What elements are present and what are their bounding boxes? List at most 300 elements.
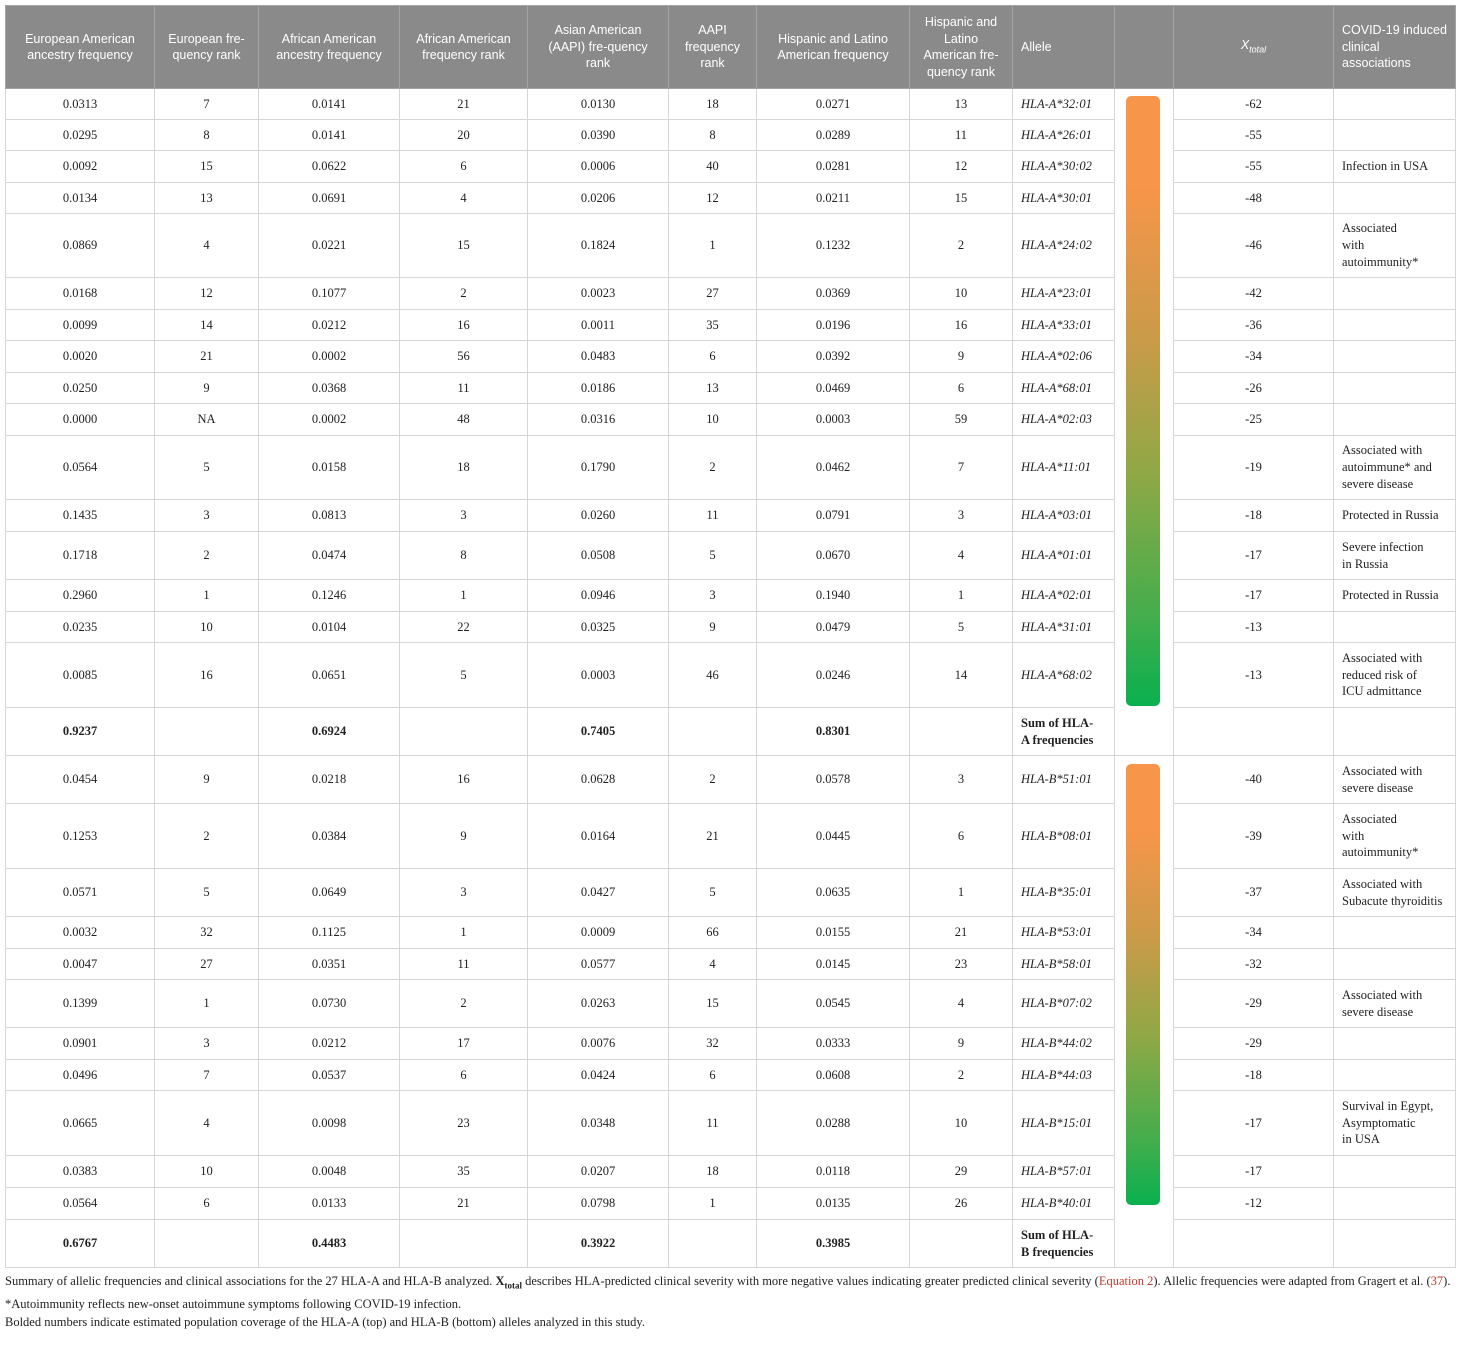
as-rank-cell: 6 <box>669 341 757 373</box>
allele-cell: HLA-B*15:01 <box>1013 1091 1115 1156</box>
assoc-cell: Associated with autoimmunity* <box>1334 804 1456 869</box>
eu-rank-cell: 13 <box>155 183 259 214</box>
xtotal-cell: -12 <box>1174 1188 1334 1220</box>
hi-freq-cell: 0.0271 <box>757 89 910 120</box>
eu-rank-cell: 3 <box>155 1028 259 1060</box>
sum-eu-cell: 0.9237 <box>6 708 155 756</box>
hi-rank-cell: 1 <box>910 869 1013 917</box>
eu-freq-cell: 0.0564 <box>6 436 155 500</box>
header-assoc: COVID-19 induced clinical associations <box>1334 6 1456 89</box>
eu-rank-cell: 1 <box>155 980 259 1028</box>
table-row <box>6 612 1456 643</box>
eu-rank-cell: 7 <box>155 89 259 120</box>
hi-rank-cell: 29 <box>910 1156 1013 1188</box>
xtotal-cell: -13 <box>1174 612 1334 643</box>
empty-cell <box>1174 1220 1334 1268</box>
allele-cell: HLA-A*11:01 <box>1013 436 1115 500</box>
hi-rank-cell: 9 <box>910 1028 1013 1060</box>
xtotal-cell: -29 <box>1174 980 1334 1028</box>
eu-rank-cell: 1 <box>155 580 259 612</box>
table-row <box>6 436 1456 500</box>
as-rank-cell: 13 <box>669 373 757 404</box>
xtotal-cell: -46 <box>1174 214 1334 278</box>
af-rank-cell: 56 <box>400 341 528 373</box>
hla-frequency-table <box>5 5 1456 1268</box>
as-freq-cell: 0.0006 <box>528 151 669 183</box>
as-freq-cell: 0.0628 <box>528 756 669 804</box>
xtotal-cell: -19 <box>1174 436 1334 500</box>
hi-rank-cell: 21 <box>910 917 1013 949</box>
hi-freq-cell: 0.0445 <box>757 804 910 869</box>
assoc-cell: Infection in USA <box>1334 151 1456 183</box>
af-freq-cell: 0.1077 <box>259 278 400 310</box>
assoc-cell <box>1334 949 1456 980</box>
assoc-cell: Protected in Russia <box>1334 580 1456 612</box>
allele-cell: HLA-A*68:01 <box>1013 373 1115 404</box>
eu-rank-cell: 16 <box>155 643 259 708</box>
sum-eu-cell: 0.6767 <box>6 1220 155 1268</box>
allele-cell: HLA-A*03:01 <box>1013 500 1115 532</box>
hi-rank-cell: 3 <box>910 756 1013 804</box>
table-row <box>6 1028 1456 1060</box>
hi-rank-cell: 5 <box>910 612 1013 643</box>
table-row <box>6 1188 1456 1220</box>
assoc-cell <box>1334 1028 1456 1060</box>
header-as-freq: Asian American (AAPI) fre-quency rank <box>528 6 669 89</box>
eu-freq-cell: 0.0454 <box>6 756 155 804</box>
allele-cell: HLA-A*26:01 <box>1013 120 1115 151</box>
assoc-cell: Severe infection in Russia <box>1334 532 1456 580</box>
xtotal-cell: -40 <box>1174 756 1334 804</box>
empty-cell <box>1174 708 1334 756</box>
table-row <box>6 756 1456 804</box>
as-rank-cell: 46 <box>669 643 757 708</box>
footnote-1: Summary of allelic frequencies and clinical associations for the 27 HLA-A and HLA-B analyzed. $X_{total}$ describes HLA-predicted clinical severity with more negative values indicating greater predicted clinical severity (Equation 2). Allelic frequencies were adapted from Gragert et al. (37). <box>5 1274 1451 1291</box>
table-row <box>6 869 1456 917</box>
hi-freq-cell: 0.0479 <box>757 612 910 643</box>
as-rank-cell: 8 <box>669 120 757 151</box>
xtotal-cell: -34 <box>1174 341 1334 373</box>
sum-as-cell: 0.3922 <box>528 1220 669 1268</box>
table-row <box>6 310 1456 341</box>
table-wrapper <box>5 5 1455 1268</box>
header-af-rank: African American frequency rank <box>400 6 528 89</box>
as-freq-cell: 0.0023 <box>528 278 669 310</box>
af-freq-cell: 0.0002 <box>259 341 400 373</box>
af-freq-cell: 0.1125 <box>259 917 400 949</box>
eu-freq-cell: 0.0032 <box>6 917 155 949</box>
hi-freq-cell: 0.0003 <box>757 404 910 436</box>
hla-a-body <box>6 89 1456 756</box>
as-freq-cell: 0.0390 <box>528 120 669 151</box>
xtotal-cell: -36 <box>1174 310 1334 341</box>
as-freq-cell: 0.0263 <box>528 980 669 1028</box>
severity-gradient-cell <box>1115 756 1174 1268</box>
header-eu-freq: European American ancestry frequency <box>6 6 155 89</box>
header-xtotal <box>1174 6 1334 89</box>
xtotal-cell: -39 <box>1174 804 1334 869</box>
table-row <box>6 500 1456 532</box>
af-freq-cell: 0.1246 <box>259 580 400 612</box>
as-rank-cell: 5 <box>669 869 757 917</box>
af-rank-cell: 9 <box>400 804 528 869</box>
hi-rank-cell: 6 <box>910 373 1013 404</box>
af-freq-cell: 0.0133 <box>259 1188 400 1220</box>
eu-rank-cell: 3 <box>155 500 259 532</box>
as-rank-cell: 32 <box>669 1028 757 1060</box>
header-as-rank: AAPI frequency rank <box>669 6 757 89</box>
table-row <box>6 214 1456 278</box>
af-rank-cell: 2 <box>400 980 528 1028</box>
hi-freq-cell: 0.0155 <box>757 917 910 949</box>
af-freq-cell: 0.0351 <box>259 949 400 980</box>
header-eu-rank: European fre-quency rank <box>155 6 259 89</box>
af-freq-cell: 0.0537 <box>259 1060 400 1091</box>
af-rank-cell: 8 <box>400 532 528 580</box>
eu-freq-cell: 0.0571 <box>6 869 155 917</box>
as-freq-cell: 0.0186 <box>528 373 669 404</box>
as-rank-cell: 2 <box>669 756 757 804</box>
eu-rank-cell: 5 <box>155 869 259 917</box>
hi-rank-cell: 11 <box>910 120 1013 151</box>
af-rank-cell: 6 <box>400 1060 528 1091</box>
as-rank-cell: 10 <box>669 404 757 436</box>
allele-cell: HLA-A*24:02 <box>1013 214 1115 278</box>
eu-freq-cell: 0.1718 <box>6 532 155 580</box>
table-row <box>6 643 1456 708</box>
eu-rank-cell: 7 <box>155 1060 259 1091</box>
as-rank-cell: 4 <box>669 949 757 980</box>
table-row <box>6 1060 1456 1091</box>
table-header <box>6 6 1456 89</box>
xtotal-cell: -13 <box>1174 643 1334 708</box>
empty-cell <box>400 1220 528 1268</box>
allele-cell: HLA-B*40:01 <box>1013 1188 1115 1220</box>
af-freq-cell: 0.0384 <box>259 804 400 869</box>
as-freq-cell: 0.0348 <box>528 1091 669 1156</box>
hi-rank-cell: 7 <box>910 436 1013 500</box>
af-freq-cell: 0.0212 <box>259 310 400 341</box>
eu-freq-cell: 0.0496 <box>6 1060 155 1091</box>
assoc-cell <box>1334 183 1456 214</box>
as-rank-cell: 5 <box>669 532 757 580</box>
af-rank-cell: 20 <box>400 120 528 151</box>
eu-freq-cell: 0.0901 <box>6 1028 155 1060</box>
hi-freq-cell: 0.0246 <box>757 643 910 708</box>
allele-cell: HLA-B*57:01 <box>1013 1156 1115 1188</box>
hi-rank-cell: 16 <box>910 310 1013 341</box>
af-freq-cell: 0.0730 <box>259 980 400 1028</box>
hi-rank-cell: 59 <box>910 404 1013 436</box>
as-rank-cell: 27 <box>669 278 757 310</box>
hi-rank-cell: 2 <box>910 1060 1013 1091</box>
as-rank-cell: 6 <box>669 1060 757 1091</box>
hi-rank-cell: 4 <box>910 532 1013 580</box>
table-row <box>6 120 1456 151</box>
eu-rank-cell: 8 <box>155 120 259 151</box>
hi-rank-cell: 14 <box>910 643 1013 708</box>
as-rank-cell: 18 <box>669 89 757 120</box>
eu-freq-cell: 0.0000 <box>6 404 155 436</box>
hi-freq-cell: 0.0469 <box>757 373 910 404</box>
xtotal-cell: -42 <box>1174 278 1334 310</box>
as-rank-cell: 2 <box>669 436 757 500</box>
header-allele: Allele <box>1013 6 1115 89</box>
assoc-cell: Associated with severe disease <box>1334 980 1456 1028</box>
af-freq-cell: 0.0474 <box>259 532 400 580</box>
empty-cell <box>155 1220 259 1268</box>
as-freq-cell: 0.0164 <box>528 804 669 869</box>
xtotal-cell: -17 <box>1174 1091 1334 1156</box>
eu-rank-cell: 4 <box>155 214 259 278</box>
hi-rank-cell: 23 <box>910 949 1013 980</box>
empty-cell <box>1334 1220 1456 1268</box>
af-rank-cell: 23 <box>400 1091 528 1156</box>
table-row <box>6 89 1456 120</box>
af-freq-cell: 0.0212 <box>259 1028 400 1060</box>
eu-rank-cell: 2 <box>155 532 259 580</box>
sum-af-cell: 0.4483 <box>259 1220 400 1268</box>
allele-cell: HLA-B*08:01 <box>1013 804 1115 869</box>
assoc-cell: Associated with Subacute thyroiditis <box>1334 869 1456 917</box>
af-freq-cell: 0.0651 <box>259 643 400 708</box>
allele-cell: HLA-B*35:01 <box>1013 869 1115 917</box>
hi-rank-cell: 6 <box>910 804 1013 869</box>
as-rank-cell: 11 <box>669 1091 757 1156</box>
allele-cell: HLA-A*23:01 <box>1013 278 1115 310</box>
eu-freq-cell: 0.0020 <box>6 341 155 373</box>
assoc-cell: Protected in Russia <box>1334 500 1456 532</box>
footnote-3: Bolded numbers indicate estimated population coverage of the HLA-A (top) and HLA-B (bottom) alleles analyzed in this study. <box>5 1314 645 1329</box>
eu-rank-cell: 21 <box>155 341 259 373</box>
as-freq-cell: 0.1790 <box>528 436 669 500</box>
empty-cell <box>669 1220 757 1268</box>
hi-rank-cell: 15 <box>910 183 1013 214</box>
allele-cell: HLA-A*30:01 <box>1013 183 1115 214</box>
as-freq-cell: 0.0798 <box>528 1188 669 1220</box>
table-row <box>6 917 1456 949</box>
hi-freq-cell: 0.0135 <box>757 1188 910 1220</box>
af-freq-cell: 0.0048 <box>259 1156 400 1188</box>
xtotal-cell: -25 <box>1174 404 1334 436</box>
eu-freq-cell: 0.0092 <box>6 151 155 183</box>
as-freq-cell: 0.0130 <box>528 89 669 120</box>
table-row <box>6 532 1456 580</box>
eu-freq-cell: 0.0295 <box>6 120 155 151</box>
reference-link[interactable]: 37 <box>1430 1274 1444 1288</box>
as-freq-cell: 0.0508 <box>528 532 669 580</box>
as-rank-cell: 3 <box>669 580 757 612</box>
af-freq-cell: 0.0098 <box>259 1091 400 1156</box>
hi-freq-cell: 0.0333 <box>757 1028 910 1060</box>
eu-freq-cell: 0.1435 <box>6 500 155 532</box>
af-rank-cell: 6 <box>400 151 528 183</box>
eu-freq-cell: 0.0313 <box>6 89 155 120</box>
eu-rank-cell: 4 <box>155 1091 259 1156</box>
xtotal-cell: -17 <box>1174 580 1334 612</box>
eu-rank-cell: 2 <box>155 804 259 869</box>
eu-freq-cell: 0.0168 <box>6 278 155 310</box>
af-rank-cell: 4 <box>400 183 528 214</box>
severity-gradient-cell <box>1115 89 1174 756</box>
as-freq-cell: 0.0076 <box>528 1028 669 1060</box>
hi-freq-cell: 0.0118 <box>757 1156 910 1188</box>
empty-cell <box>669 708 757 756</box>
hi-freq-cell: 0.0462 <box>757 436 910 500</box>
af-rank-cell: 48 <box>400 404 528 436</box>
hi-freq-cell: 0.0608 <box>757 1060 910 1091</box>
af-rank-cell: 3 <box>400 869 528 917</box>
xtotal-cell: -48 <box>1174 183 1334 214</box>
assoc-cell <box>1334 917 1456 949</box>
allele-cell: HLA-B*53:01 <box>1013 917 1115 949</box>
eu-freq-cell: 0.0665 <box>6 1091 155 1156</box>
af-rank-cell: 16 <box>400 756 528 804</box>
as-rank-cell: 66 <box>669 917 757 949</box>
sum-label-cell: Sum of HLA- A frequencies <box>1013 708 1115 756</box>
empty-cell <box>910 1220 1013 1268</box>
hi-freq-cell: 0.0196 <box>757 310 910 341</box>
allele-cell: HLA-A*33:01 <box>1013 310 1115 341</box>
xtotal-cell: -26 <box>1174 373 1334 404</box>
eu-rank-cell: 9 <box>155 756 259 804</box>
allele-cell: HLA-B*51:01 <box>1013 756 1115 804</box>
af-rank-cell: 15 <box>400 214 528 278</box>
as-rank-cell: 18 <box>669 1156 757 1188</box>
xtotal-cell: -17 <box>1174 1156 1334 1188</box>
header-af-freq: African American ancestry frequency <box>259 6 400 89</box>
hi-freq-cell: 0.0211 <box>757 183 910 214</box>
eu-rank-cell: 12 <box>155 278 259 310</box>
assoc-cell: Associated with reduced risk of ICU admittance <box>1334 643 1456 708</box>
eu-freq-cell: 0.1253 <box>6 804 155 869</box>
af-freq-cell: 0.0622 <box>259 151 400 183</box>
as-rank-cell: 9 <box>669 612 757 643</box>
as-rank-cell: 15 <box>669 980 757 1028</box>
empty-cell <box>910 708 1013 756</box>
af-freq-cell: 0.0221 <box>259 214 400 278</box>
as-freq-cell: 0.0483 <box>528 341 669 373</box>
sum-hi-cell: 0.3985 <box>757 1220 910 1268</box>
header-gradient <box>1115 6 1174 89</box>
table-row <box>6 1091 1456 1156</box>
as-freq-cell: 0.0009 <box>528 917 669 949</box>
hi-rank-cell: 26 <box>910 1188 1013 1220</box>
af-rank-cell: 11 <box>400 949 528 980</box>
assoc-cell <box>1334 310 1456 341</box>
allele-cell: HLA-A*02:01 <box>1013 580 1115 612</box>
eu-rank-cell: 27 <box>155 949 259 980</box>
allele-cell: HLA-A*01:01 <box>1013 532 1115 580</box>
eu-freq-cell: 0.0564 <box>6 1188 155 1220</box>
xtotal-main: X <box>1240 37 1250 52</box>
assoc-cell <box>1334 1060 1456 1091</box>
hi-freq-cell: 0.0369 <box>757 278 910 310</box>
hi-rank-cell: 13 <box>910 89 1013 120</box>
eu-freq-cell: 0.0869 <box>6 214 155 278</box>
as-rank-cell: 1 <box>669 1188 757 1220</box>
as-rank-cell: 11 <box>669 500 757 532</box>
hi-rank-cell: 10 <box>910 278 1013 310</box>
hi-freq-cell: 0.0288 <box>757 1091 910 1156</box>
equation-link[interactable]: Equation 2 <box>1098 1274 1154 1288</box>
table-row <box>6 278 1456 310</box>
allele-cell: HLA-A*32:01 <box>1013 89 1115 120</box>
hi-freq-cell: 0.1232 <box>757 214 910 278</box>
af-freq-cell: 0.0649 <box>259 869 400 917</box>
assoc-cell <box>1334 1188 1456 1220</box>
allele-cell: HLA-A*02:03 <box>1013 404 1115 436</box>
sum-hi-cell: 0.8301 <box>757 708 910 756</box>
header-hi-freq: Hispanic and Latino American frequency <box>757 6 910 89</box>
as-freq-cell: 0.0207 <box>528 1156 669 1188</box>
eu-freq-cell: 0.0099 <box>6 310 155 341</box>
assoc-cell <box>1334 278 1456 310</box>
hi-rank-cell: 1 <box>910 580 1013 612</box>
table-row <box>6 373 1456 404</box>
eu-freq-cell: 0.0383 <box>6 1156 155 1188</box>
eu-rank-cell: NA <box>155 404 259 436</box>
xtotal-cell: -18 <box>1174 500 1334 532</box>
af-freq-cell: 0.0813 <box>259 500 400 532</box>
af-freq-cell: 0.0002 <box>259 404 400 436</box>
table-row <box>6 804 1456 869</box>
as-rank-cell: 40 <box>669 151 757 183</box>
hla-b-body <box>6 756 1456 1268</box>
hi-freq-cell: 0.0281 <box>757 151 910 183</box>
eu-freq-cell: 0.1399 <box>6 980 155 1028</box>
af-rank-cell: 21 <box>400 1188 528 1220</box>
assoc-cell <box>1334 373 1456 404</box>
as-rank-cell: 12 <box>669 183 757 214</box>
assoc-cell: Survival in Egypt, Asymptomatic in USA <box>1334 1091 1456 1156</box>
eu-freq-cell: 0.2960 <box>6 580 155 612</box>
assoc-cell <box>1334 341 1456 373</box>
allele-cell: HLA-A*31:01 <box>1013 612 1115 643</box>
af-freq-cell: 0.0158 <box>259 436 400 500</box>
hi-freq-cell: 0.0289 <box>757 120 910 151</box>
eu-rank-cell: 32 <box>155 917 259 949</box>
eu-rank-cell: 10 <box>155 1156 259 1188</box>
af-rank-cell: 22 <box>400 612 528 643</box>
as-rank-cell: 35 <box>669 310 757 341</box>
hi-rank-cell: 4 <box>910 980 1013 1028</box>
eu-freq-cell: 0.0085 <box>6 643 155 708</box>
severity-gradient-bar <box>1126 96 1160 706</box>
allele-cell: HLA-B*07:02 <box>1013 980 1115 1028</box>
eu-rank-cell: 15 <box>155 151 259 183</box>
xtotal-cell: -37 <box>1174 869 1334 917</box>
xtotal-cell: -55 <box>1174 151 1334 183</box>
eu-rank-cell: 6 <box>155 1188 259 1220</box>
af-freq-cell: 0.0368 <box>259 373 400 404</box>
eu-freq-cell: 0.0250 <box>6 373 155 404</box>
hi-rank-cell: 12 <box>910 151 1013 183</box>
hi-rank-cell: 9 <box>910 341 1013 373</box>
eu-rank-cell: 5 <box>155 436 259 500</box>
hi-freq-cell: 0.1940 <box>757 580 910 612</box>
allele-cell: HLA-A*30:02 <box>1013 151 1115 183</box>
as-freq-cell: 0.0260 <box>528 500 669 532</box>
footnotes <box>5 1272 1457 1331</box>
assoc-cell: Associated with severe disease <box>1334 756 1456 804</box>
sum-as-cell: 0.7405 <box>528 708 669 756</box>
af-rank-cell: 17 <box>400 1028 528 1060</box>
xtotal-cell: -34 <box>1174 917 1334 949</box>
assoc-cell <box>1334 404 1456 436</box>
as-freq-cell: 0.0577 <box>528 949 669 980</box>
eu-freq-cell: 0.0134 <box>6 183 155 214</box>
